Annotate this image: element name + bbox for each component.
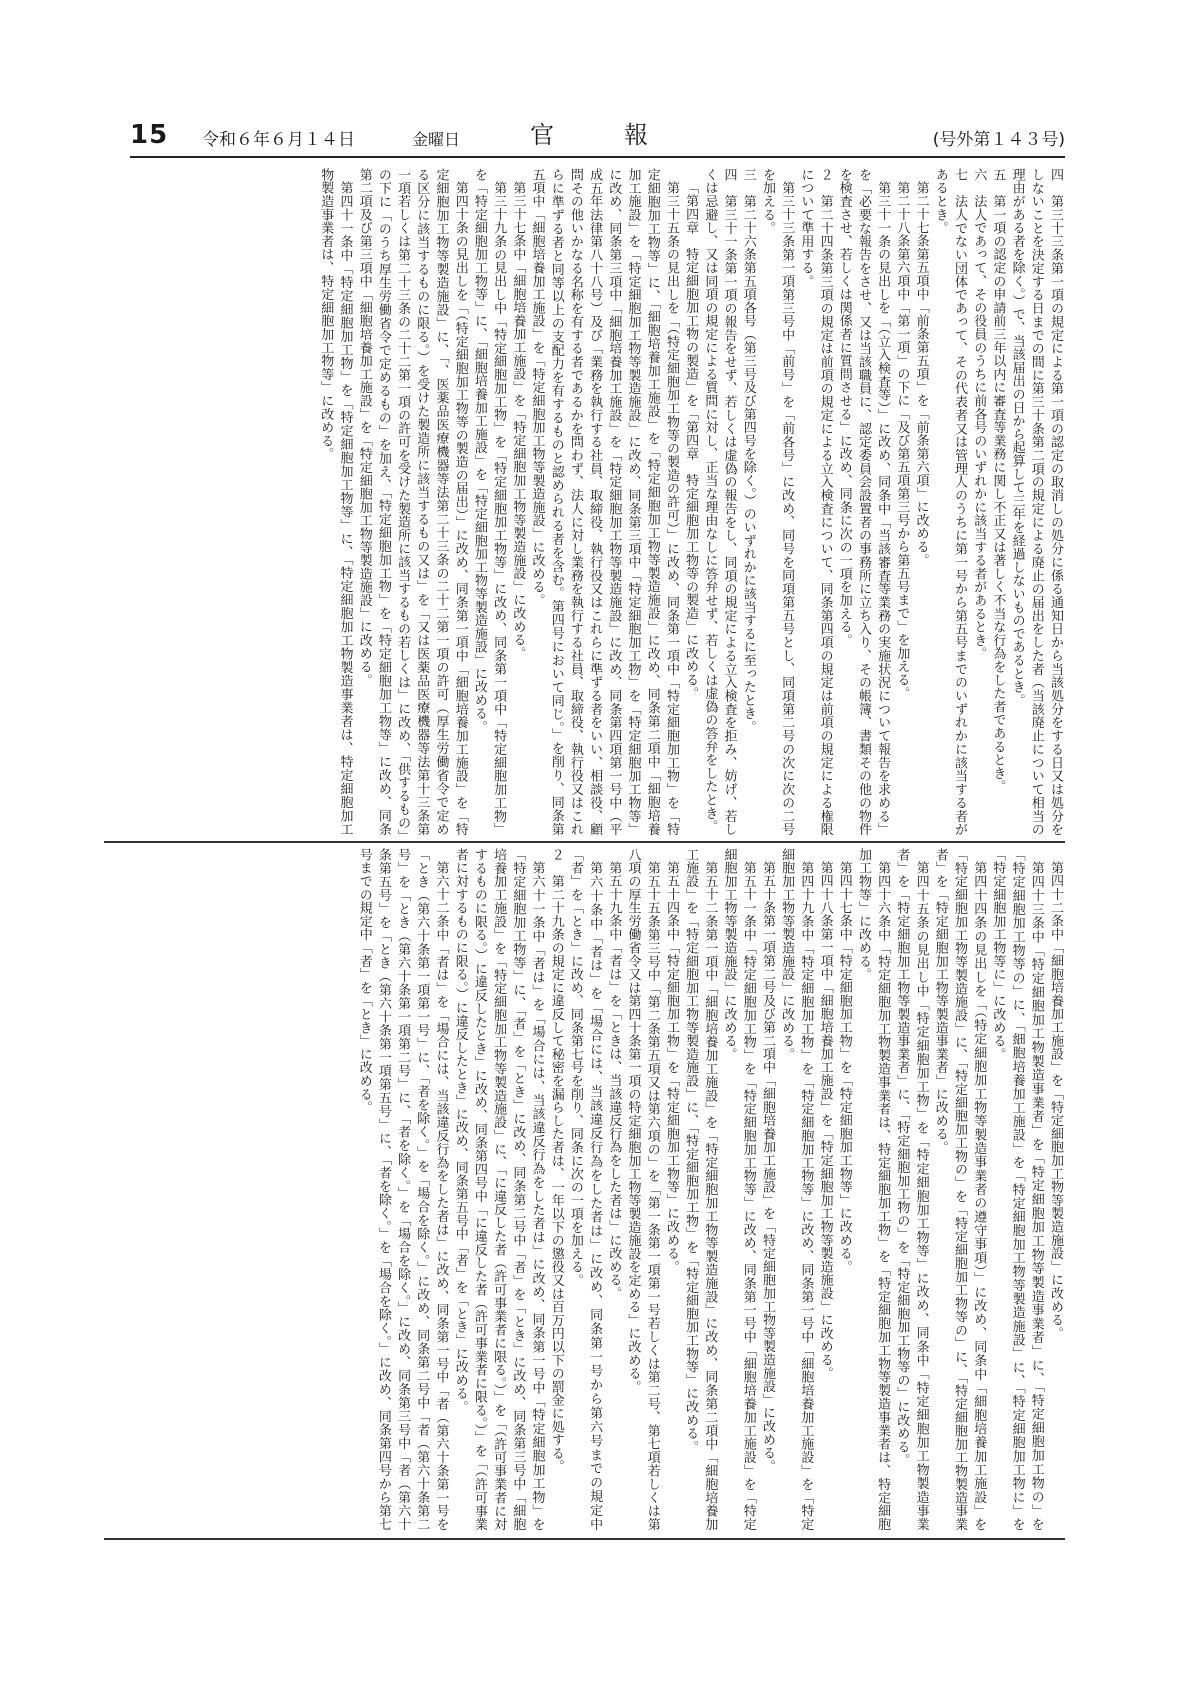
bottom-vertical-text [118, 848, 1065, 1531]
publication-date: 令和６年６月１４日 [202, 130, 355, 150]
paragraph: 第四十五条の見出し中「特定細胞加工物」を「特定細胞加工物等」に改め、同条中「特定細胞加工物製造事業者」を「特定細胞加工物等製造事業者」に、「特定細胞加工物の」を「特定細胞加工物等の」に改める。 [894, 848, 929, 1531]
bottom-text-block [118, 848, 1065, 1531]
paragraph: 第五十一条中「特定細胞加工物」を「特定細胞加工物等」に改め、同条第一号中「細胞培養加工施設」を「特定細胞加工物等製造施設」に改める。 [721, 848, 756, 1531]
page-header [130, 120, 1065, 158]
paragraph: 第四十六条中「特定細胞加工物製造事業者は、特定細胞加工物」を「特定細胞加工物等製造事業者は、特定細胞加工物等」に改める。 [855, 848, 891, 1531]
paragraph: 第五十五条第三号中「第二条第五項又は第六項の」を「第一条第一項第一号若しくは第二号、第七項若しくは第八項の厚生労働省令又は第四十条第一項の特定細胞加工物等製造施設を定める」に改める。 [625, 848, 660, 1531]
page-number: 15 [130, 120, 169, 150]
middle-divider [104, 841, 1065, 843]
paragraph: 「第四章 特定細胞加工物の製造」を「第四章 特定細胞加工物等の製造」に改める。 [683, 181, 699, 700]
paragraph: 第四十三条中「特定細胞加工物製造事業者」を「特定細胞加工物等製造事業者」に、「特定細胞加工物の」を「特定細胞加工物等の」に、「細胞培養加工施設」を「特定細胞加工物等製造施設」に、「特定細胞加工物に」を「特定細胞加工物等に」に改める。 [990, 848, 1044, 1531]
paragraph: 第三十九条の見出し中「特定細胞加工物」を「特定細胞加工物等」に改め、同条第一項中「特定細胞加工物」を「特定細胞加工物等」に、「細胞培養加工施設」を「特定細胞加工物等製造施設」に改める。 [471, 168, 507, 836]
top-vertical-text [118, 168, 1065, 836]
top-text-block [118, 168, 1065, 836]
paragraph: 第四十九条中「特定細胞加工物」を「特定細胞加工物等」に改め、同条第一号中「細胞培養加工施設」を「特定細胞加工物等製造施設」に改める。 [779, 848, 814, 1531]
paragraph: 第六十条中「者は」を「場合には、当該違反行為をした者は」に改め、同条第一号から第六号までの規定中「者」を「とき」に改め、同条第七号を削り、同条に次の一項を加える。 [567, 848, 603, 1531]
paragraph: 五 第一項の認定の申請前三年以内に審査等業務に関し不正又は著しく不当な行為をした者であるとき。 [990, 168, 1006, 794]
paragraph: 第五十二条第一項中「細胞培養加工施設」を「特定細胞加工物等製造施設」に改め、同条第二項中「細胞培養加工施設」を「特定細胞加工物等製造施設」に、「特定細胞加工物」を「特定細胞加工物等」に改める。 [683, 848, 718, 1531]
bottom-divider [104, 1538, 1065, 1540]
paragraph: 第三十一条の見出しを「（立入検査等）」に改め、同条中「当該審査等業務の実施状況について報告を求める」を「必要な報告をさせ、又は当該職員に、認定委員会設置者の事務所に立ち入り、その帳簿、書類その他の物件を検査させ、若しくは関係者に質問させる」に改め、同条に次の一項を加える。 [836, 168, 891, 836]
paragraph: ２ 第二十九条の規定に違反して秘密を漏らした者は、一年以下の懲役又は百万円以下の罰金に処する。 [548, 848, 564, 1474]
paragraph: 第四十八条第一項中「細胞培養加工施設」を「特定細胞加工物等製造施設」に改める。 [817, 861, 833, 1380]
gazette-title: 官報 [530, 121, 718, 149]
weekday: 金曜日 [412, 130, 461, 149]
paragraph: 第五十条第一項第二号及び第二項中「細胞培養加工施設」を「特定細胞加工物等製造施設」に改める。 [759, 861, 775, 1473]
paragraph: 第六十二条中「者は」を「場合には、当該違反行為をした者は」に改め、同条第一号中「者（第六十条第一号を「とき（第六十条第一項第一号」に、「者を除く。」を「場合を除く。」に改め、同条第二号中「者（第六十条第二号」を「とき（第六十条第一項第二号」に、「者を除く。」を「場合を除く。」に改め、同条第三号中「者（第六十条第五号」を「とき（第六十条第一項第五号」に、「者を除く。」を「場合を除く。」に改め、同条第四号から第七号までの規定中「者」を「とき」に改める。 [356, 848, 449, 1531]
paragraph: 第五十九条中「者は」を「ときは、当該違反行為をした者は」に改める。 [606, 861, 622, 1300]
paragraph: 三 第二十六条第五項各号（第三号及び第四号を除く。）のいずれかに該当するに至ったとき。 [740, 168, 756, 734]
paragraph: 六 法人であって、その役員のうちに前各号のいずれかに該当する者があるとき。 [971, 168, 987, 661]
paragraph: ２ 第二十四条第三項の規定は前項の規定による立入検査について、同条第四項の規定は前項の規定による権限について準用する。 [798, 168, 833, 836]
paragraph: 第五十四条中「特定細胞加工物」を「特定細胞加工物等」に改める。 [663, 861, 679, 1274]
paragraph: 第三十七条中「細胞培養加工施設」を「特定細胞加工物等製造施設」に改める。 [510, 181, 526, 660]
paragraph: 四 第三十一条第一項の報告をせず、若しくは虚偽の報告をし、同項の規定による立入検査を拒み、妨げ、若しくは忌避し、又は同項の規定による質問に対し、正当な理由なしに答弁せず、若しくは虚偽の答弁をしたとき。 [702, 168, 737, 836]
paragraph: 第四十七条中「特定細胞加工物」を「特定細胞加工物等」に改める。 [836, 861, 852, 1274]
paragraph: 第四十条の見出しを「（特定細胞加工物等の製造の届出）」に改め、同条第一項中「細胞培養加工施設」を「特定細胞加工物等製造施設」に、「、医薬品医療機器等法第二十三条の二十二第一項の許可（厚生労働省令で定める区分に該当するものに限る。）を受けた製造所に該当するもの又は」を「又は医薬品医療機器等法第十三条第一項若しくは第二十三条の二十二第一項の許可を受けた製造所に該当するもの若しくは」に改め、「供するもの」の下に「のうち厚生労働省令で定めるもの」を加え、「特定細胞加工物」を「特定細胞加工物等」に改め、同条第二項及び第三項中「細胞培養加工施設」を「特定細胞加工物等製造施設」に改める。 [356, 168, 468, 836]
paragraph: 第四十四条の見出しを「（特定細胞加工物等製造事業者の遵守事項）」に改め、同条中「細胞培養加工施設」を「特定細胞加工物等製造施設」に、「特定細胞加工物の」を「特定細胞加工物等の」に、「特定細胞加工物製造事業者」を「特定細胞加工物等製造事業者」に改める。 [932, 848, 987, 1531]
paragraph: 第四十二条中「細胞培養加工施設」を「特定細胞加工物等製造施設」に改める。 [1048, 861, 1063, 1340]
issue-number: (号外第１４３号) [932, 130, 1065, 150]
paragraph: 第二十八条第六項中「第一項」の下に「及び第五項第三号から第五号まで」を加える。 [894, 181, 910, 700]
paragraph: 第四十一条中「特定細胞加工物」を「特定細胞加工物等」に、「特定細胞加工物製造事業者は、特定細胞加工物製造事業者は、特定細胞加工物等」に改める。 [318, 168, 353, 836]
paragraph: 七 法人でない団体であって、その代表者又は管理人のうちに第一号から第五号までのいずれかに該当する者があるとき。 [932, 168, 967, 836]
paragraph: 第三十五条の見出しを「（特定細胞加工物等の製造の許可）」に改め、同条第一項中「特定細胞加工物」を「特定細胞加工物等」に、「細胞培養加工施設」を「特定細胞加工物等製造施設」に改め、同条第二項中「細胞培養加工施設」を「特定細胞加工物等製造施設」に改め、同条第三項中「特定細胞加工物」を「特定細胞加工物等」に改め、同条第三項中「細胞培養加工施設」を「特定細胞加工物等製造施設」に改め、同条第四項第一号中（平成五年法律第八十八号）及び「業務を執行する社員、取締役、執行役又はこれらに準ずる者をいい、相談役、顧問その他いかなる名称を有する者であるかを問わず、法人に対し業務を執行する社員、取締役、執行役又はこれらに準ずる者と同等以上の支配力を有するものと認められる者を含む。第四号において同じ。」を削り、同条第五項中「細胞培養加工施設」を「特定細胞加工物等製造施設」に改める。 [529, 168, 679, 836]
paragraph: 第三十三条第一項第三号中「前号」を「前各号」に改め、同号を同項第五号とし、同項第二号の次に次の二号を加える。 [759, 168, 795, 836]
paragraph: 第六十一条中「者は」を「場合には、当該違反行為をした者は」に改め、同条第一号中「特定細胞加工物」を「特定細胞加工物等」に、「者」を「とき」に改め、同条第二号中「者」を「とき」に改め、同条第三号中「細胞培養加工施設」を「特定細胞加工物等製造施設」に、「に違反した者（許可事業者に限る。）」を「（許可事業者に対するものに限る。）に違反したとき」に改め、同条第四号中「に違反した者（許可事業者に限る。）」を「（許可事業者に対するものに限る。）に違反したとき」に改め、同条第五号中「者」を「とき」に改める。 [452, 848, 545, 1531]
paragraph: 四 第三十三条第一項の規定による第一項の認定の取消しの処分に係る通知日から当該処分をする日又は処分をしないことを決定する日までの間に第三十条第二項の規定による廃止の届出をした者（当該廃止について相当の理由がある者を除く。）で、当該届出の日から起算して三年を経過しないものであるとき。 [1009, 168, 1063, 836]
paragraph: 第二十七条第五項中「前条第五項」を「前条第六項」に改める。 [913, 181, 929, 567]
